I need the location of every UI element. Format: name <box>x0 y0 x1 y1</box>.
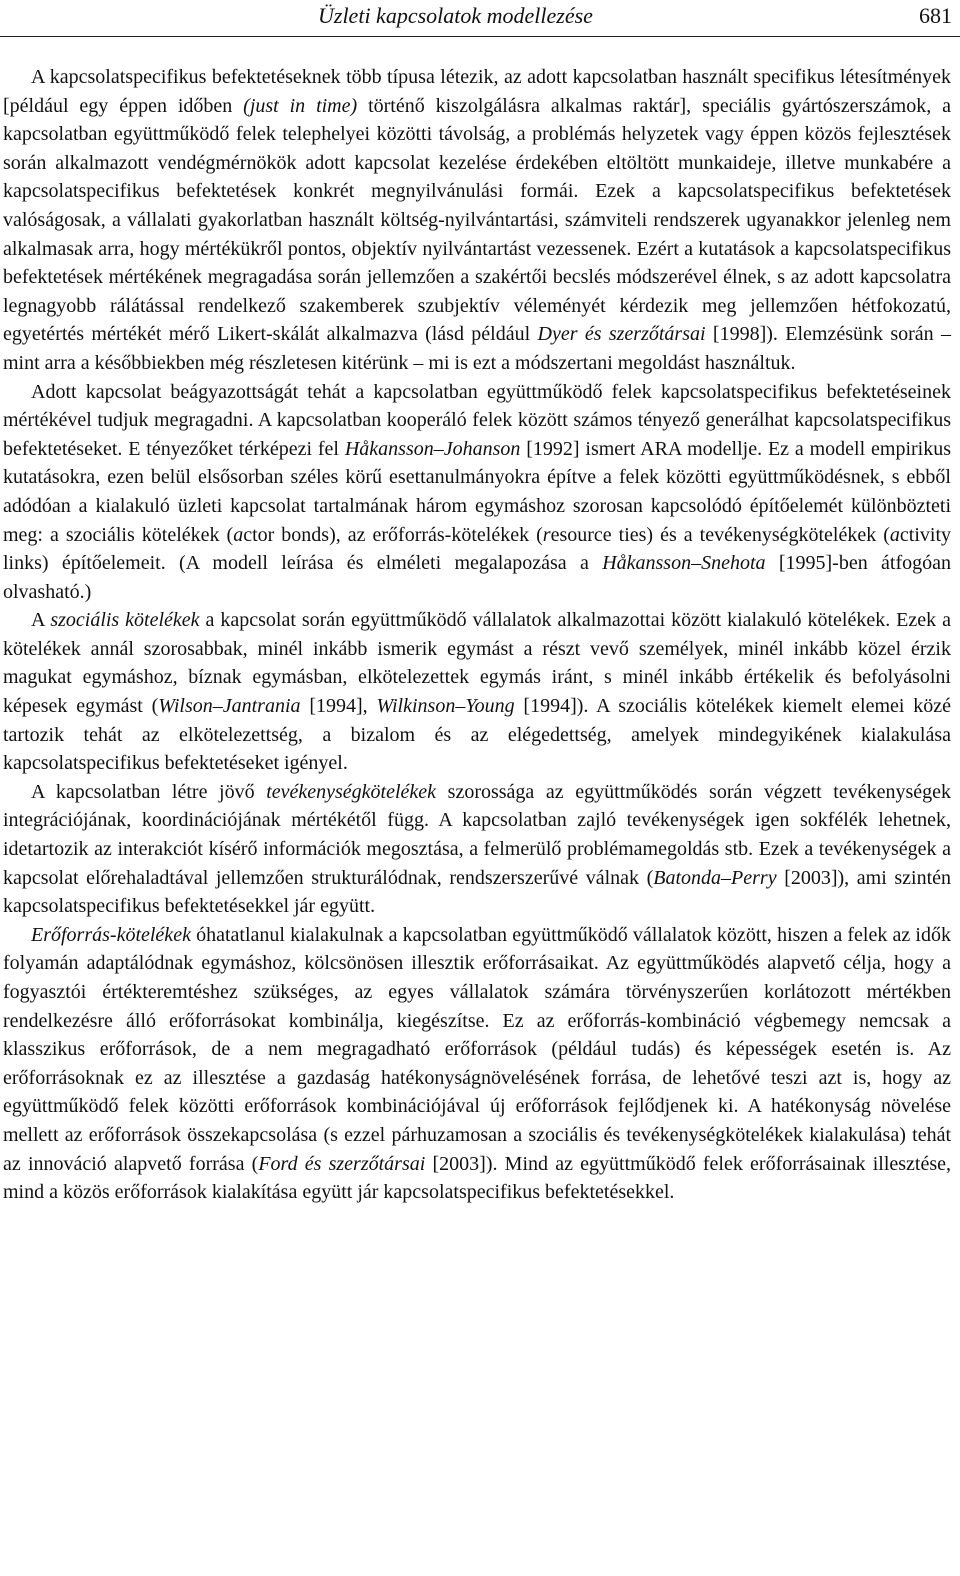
text-run: történő kiszolgálásra alkalmas raktár], speciális gyártószerszámok, a kapcsolatban együttműködő felek telephelyei közötti távolság, a problémás helyzetek vagy éppen közös fejlesztések során alkalmazott vendégmérnökök adott kapcsolat kezelése érdekében eltöltött munkaideje, illetve munkabére a kapcsolatspecifikus befektetések konkrét megnyilvánulási formái. Ezek a kapcsolatspecifikus befektetések valóságosak, a vállalati gyakorlatban használt költség-nyilvántartási, számviteli rendszerek ugyanakkor jelenleg nem alkalmasak arra, hogy mértékükről pontos, objektív nyilvántartást vezessenek. Ezért a kutatások a kapcsolatspecifikus befektetések mértékének megragadása során jellemzően a szakértői becslés módszerével élnek, s az adott kapcsolatra legnagyobb rálátással rendelkező szakemberek szubjektív véleményét kérdezik meg jellemzően hétfokozatú, egyetértés mértékét mérő Likert-skálát alkalmazva (lásd például <box>3 94 951 346</box>
italic-run: szociális kötelékek <box>50 609 200 632</box>
paragraph <box>3 778 951 921</box>
paragraph <box>3 921 951 1207</box>
text-run: szorossága az együttműködés során végzett tevékenységek integrációjának, koordinációjának mértékétől függ. A kapcsolatban zajló tevékenységek igen sokfélék lehetnek, idetartozik az interakciót kísérő információk megosztása, a felmerülő problémamegoldás stb. Ezek a tevékenységek a kapcsolat előrehaladtával jellemzően strukturálódnak, rendszerszerűvé válnak ( <box>3 780 952 889</box>
italic-run: Håkansson–Johanson <box>344 437 521 460</box>
text-run: [1992] ismert ARA modellje. Ez a modell empirikus kutatásokra, ezen belül elsősorban széles körű esettanulmányokra építve a felek közötti együttműködésnek, s ebből adódóan a kialakuló üzleti kapcsolat tartalmának három egymáshoz szorosan kapcsolódó építőelemét különbözteti meg: a szociális kötelékek ( <box>3 437 951 546</box>
text-run: esource ties) és a tevékenységkötelékek ( <box>550 523 890 546</box>
text-run: [2003]). Mind az együttműködő felek erőforrásainak illesztése, mind a közös erőforrások kialakítása együtt jár kapcsolatspecifikus befektetésekkel. <box>3 1152 952 1204</box>
paragraph <box>3 606 951 778</box>
text-run: A <box>31 609 51 632</box>
italic-run: Ford és szerzőtársai <box>258 1152 426 1175</box>
text-run: A kapcsolatban létre jövő <box>31 780 267 803</box>
text-run: [1995]-ben átfogóan olvasható.) <box>3 552 952 603</box>
body-text <box>3 63 951 1207</box>
text-run: [2003]), ami szintén kapcsolatspecifikus befektetésekkel jár együtt. <box>3 866 951 918</box>
text-run: Adott kapcsolat beágyazottságát tehát a kapcsolatban együttműködő felek kapcsolatspecifikus befektetéseinek mértékével tudjuk megragadni. A kapcsolatban kooperáló felek között számos tényező generálhat kapcsolatspecifikus befektetéseket. E tényezőket térképezi fel <box>3 380 951 460</box>
italic-run: (just in time) <box>243 94 358 117</box>
italic-run: Erőforrás-kötelékek <box>31 923 191 946</box>
italic-run: Wilkinson–Young <box>376 695 515 718</box>
italic-run: Håkansson–Snehota <box>602 552 766 575</box>
italic-run: r <box>542 523 551 546</box>
text-run: óhatatlanul kialakulnak a kapcsolatban együttműködő vállalatok között, hiszen a felek az idők folyamán adaptálódnak egymáshoz, kölcsönösen illesztik erőforrásaikat. Az együttműködés alapvető célja, hogy a fogyasztói értékteremtéshez szükséges, az egyes vállalatok számára törvényszerűen korlátozott mértékben rendelkezésre álló erőforrásokat kombinálja, kiegészítse. Ez az erőforrás-kombináció végbemegy nemcsak a klasszikus erőforrások, de a nem megragadható erőforrások (például tudás) és képességek esetén is. Az erőforrásoknak ez az illesztése a gazdaság hatékonyságnövelésének forrása, de lehetővé teszi azt is, hogy az együttműködő felek közötti erőforrások kombinációjával új erőforrások fejlődjenek ki. A hatékonyság növelése mellett az erőforrások összekapcsolása (s ezzel párhuzamosan a szociális és tevékenységkötelékek kialakulása) tehát az innováció alapvető forrása ( <box>3 923 951 1175</box>
running-title: Üzleti kapcsolatok modellezése <box>318 3 593 28</box>
text-run: A kapcsolatspecifikus befektetéseknek több típusa létezik, az adott kapcsolatban használt specifikus létesítmények [például egy éppen időben <box>3 66 951 117</box>
italic-run: Wilson–Jantrania <box>158 695 301 718</box>
italic-run: a <box>889 523 900 546</box>
text-run: a kapcsolat során együttműködő vállalatok alkalmazottai között kialakuló kötelékek. Ezek a kötelékek annál szorosabbak, minél inkább ismerik egymást a részt vevő személyek, minél inkább közel érzik magukat egymáshoz, bíznak egymásban, elkötelezettek egymás iránt, s minél inkább értékelik és befolyásolni képesek egymást ( <box>3 609 951 718</box>
text-run: [1998]). Elemzésünk során – mint arra a későbbiekben még részletesen kitérünk – mi is ezt a módszertani megoldást használtuk. <box>3 323 951 374</box>
text-run: ctor bonds), az erőforrás-kötelékek ( <box>243 523 543 546</box>
italic-run: a <box>233 523 244 546</box>
paragraph <box>3 378 951 607</box>
text-run: [1994]). A szociális kötelékek kiemelt elemei közé tartozik tehát az elkötelezettség, a bizalom és az elégedettség, amelyek mindegyikének kialakulása kapcsolatspecifikus befektetéseket igényel. <box>3 695 951 775</box>
italic-run: tevékenységkötelékek <box>266 780 437 803</box>
text-run: ctivity links) építőelemeit. (A modell leírása és elméleti megalapozása a <box>3 523 952 575</box>
italic-run: Dyer és szerzőtársai <box>537 323 706 346</box>
text-run: [1994], <box>300 695 377 718</box>
page-header <box>0 0 960 37</box>
italic-run: Batonda–Perry <box>653 866 777 889</box>
paragraph <box>3 63 951 378</box>
page-number: 681 <box>919 3 952 28</box>
